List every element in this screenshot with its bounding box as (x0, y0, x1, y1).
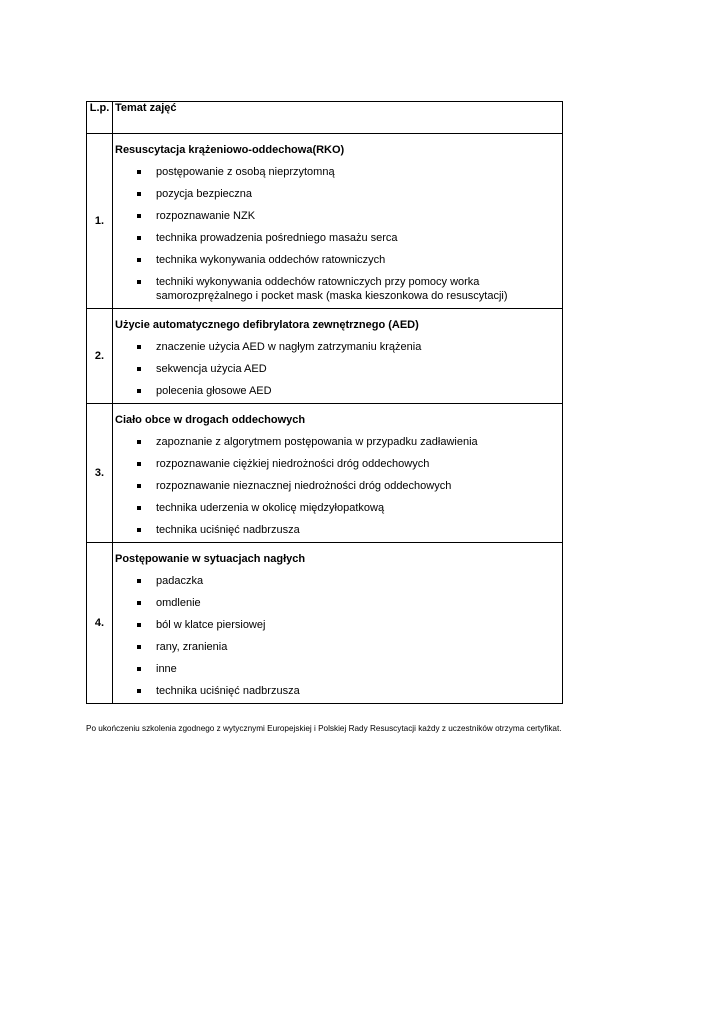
square-bullet-icon (137, 667, 141, 671)
section-number: 3. (87, 404, 113, 543)
list-item (113, 275, 562, 303)
square-bullet-icon (137, 258, 141, 262)
table-row (87, 309, 563, 404)
topic-list (113, 574, 562, 703)
square-bullet-icon (137, 689, 141, 693)
list-item (113, 457, 562, 471)
section-content (113, 404, 563, 543)
training-program-table (86, 101, 563, 704)
square-bullet-icon (137, 236, 141, 240)
list-item-text: zapoznanie z algorytmem postępowania w przypadku zadławienia (156, 436, 478, 448)
list-item (113, 574, 562, 588)
square-bullet-icon (137, 528, 141, 532)
list-item-text: technika uciśnięć nadbrzusza (156, 524, 300, 536)
square-bullet-icon (137, 367, 141, 371)
list-item (113, 479, 562, 493)
list-item (113, 209, 562, 223)
list-item-text: technika prowadzenia pośredniego masażu serca (156, 232, 398, 244)
table-header-row (87, 102, 563, 134)
list-item (113, 523, 562, 537)
list-item (113, 187, 562, 201)
table-row (87, 404, 563, 543)
square-bullet-icon (137, 579, 141, 583)
list-item-text: rozpoznawanie ciężkiej niedrożności dróg oddechowych (156, 458, 430, 470)
list-item (113, 618, 562, 632)
section-number: 2. (87, 309, 113, 404)
list-item-text: technika uderzenia w okolicę międzyłopatkową (156, 502, 385, 514)
header-lp: L.p. (87, 102, 113, 134)
square-bullet-icon (137, 192, 141, 196)
header-topic: Temat zajęć (113, 102, 563, 134)
section-title: Resuscytacja krążeniowo-oddechowa(RKO) (115, 144, 345, 156)
list-item-text: ból w klatce piersiowej (156, 619, 266, 631)
list-item-text: padaczka (156, 575, 204, 587)
square-bullet-icon (137, 645, 141, 649)
table-row (87, 134, 563, 309)
list-item (113, 340, 562, 354)
section-title: Postępowanie w sytuacjach nagłych (115, 553, 306, 565)
list-item (113, 253, 562, 267)
section-number: 4. (87, 543, 113, 704)
list-item (113, 662, 562, 676)
list-item (113, 362, 562, 376)
section-content (113, 309, 563, 404)
list-item-text: omdlenie (156, 597, 201, 609)
list-item (113, 640, 562, 654)
list-item (113, 231, 562, 245)
square-bullet-icon (137, 506, 141, 510)
list-item-text: sekwencja użycia AED (156, 363, 267, 375)
list-item-text: techniki wykonywania oddechów ratowniczych przy pomocy worka samorozprężalnego i pocket mask (maska kieszonkowa do resuscytacji) (156, 276, 508, 302)
square-bullet-icon (137, 623, 141, 627)
list-item-text: polecenia głosowe AED (156, 385, 272, 397)
list-item-text: postępowanie z osobą nieprzytomną (156, 166, 335, 178)
list-item-text: rany, zranienia (156, 641, 228, 653)
list-item-text: technika wykonywania oddechów ratowniczych (156, 254, 386, 266)
square-bullet-icon (137, 440, 141, 444)
section-content (113, 134, 563, 309)
section-content (113, 543, 563, 704)
list-item-text: rozpoznawanie NZK (156, 210, 256, 222)
list-item-text: technika uciśnięć nadbrzusza (156, 685, 300, 697)
list-item (113, 435, 562, 449)
square-bullet-icon (137, 214, 141, 218)
square-bullet-icon (137, 280, 141, 284)
square-bullet-icon (137, 345, 141, 349)
topic-list (113, 435, 562, 542)
square-bullet-icon (137, 462, 141, 466)
topic-list (113, 165, 562, 308)
list-item (113, 501, 562, 515)
topic-list (113, 340, 562, 403)
section-title: Użycie automatycznego defibrylatora zewnętrznego (AED) (115, 319, 419, 331)
section-number: 1. (87, 134, 113, 309)
list-item (113, 684, 562, 698)
list-item-text: inne (156, 663, 177, 675)
list-item (113, 165, 562, 179)
list-item-text: znaczenie użycia AED w nagłym zatrzymaniu krążenia (156, 341, 422, 353)
list-item-text: pozycja bezpieczna (156, 188, 253, 200)
square-bullet-icon (137, 389, 141, 393)
square-bullet-icon (137, 601, 141, 605)
list-item (113, 596, 562, 610)
table-row (87, 543, 563, 704)
square-bullet-icon (137, 484, 141, 488)
section-title: Ciało obce w drogach oddechowych (115, 414, 306, 426)
certificate-footnote: Po ukończeniu szkolenia zgodnego z wytycznymi Europejskiej i Polskiej Rady Resuscytacji każdy z uczestników otrzyma certyfikat. (86, 724, 562, 733)
list-item-text: rozpoznawanie nieznacznej niedrożności dróg oddechowych (156, 480, 452, 492)
list-item (113, 384, 562, 398)
square-bullet-icon (137, 170, 141, 174)
